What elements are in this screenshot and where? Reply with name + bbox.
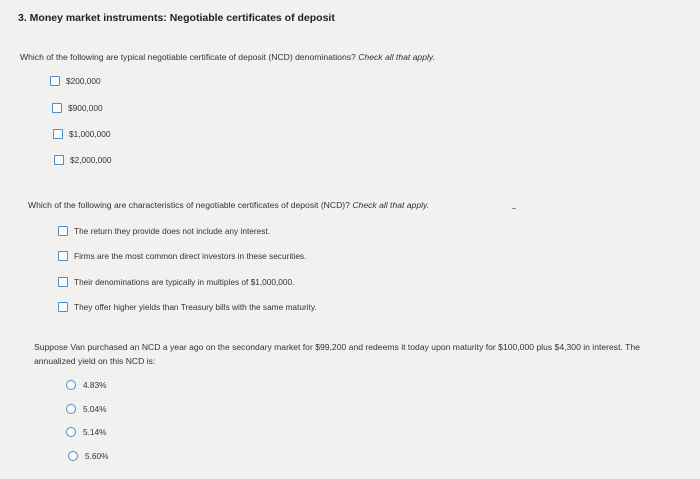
option-label: $1,000,000 [69,129,111,139]
q1-hint: Check all that apply. [358,52,435,62]
option-label: 5.60% [85,451,109,461]
option-label: 5.04% [83,404,107,414]
option-label: They offer higher yields than Treasury bills with the same maturity. [74,302,317,312]
option-label: Their denominations are typically in multiples of $1,000,000. [74,277,295,287]
q2-option-2[interactable] [58,251,306,261]
q3-option-3[interactable] [66,427,107,437]
option-label: $2,000,000 [70,155,112,165]
checkbox[interactable] [54,155,64,165]
q1-option-3[interactable] [53,129,111,139]
q1-option-1[interactable] [50,76,101,86]
q2-prompt [28,200,429,210]
checkbox[interactable] [58,302,68,312]
radio-button[interactable] [66,427,76,437]
radio-button[interactable] [66,404,76,414]
q2-option-3[interactable] [58,277,294,287]
question-title: 3. Money market instruments: Negotiable certificates of deposit [18,12,335,24]
checkbox[interactable] [52,103,62,113]
q2-option-1[interactable] [58,226,270,236]
checkbox[interactable] [50,76,60,86]
option-label: 5.14% [83,427,107,437]
q2-option-4[interactable] [58,302,317,312]
radio-button[interactable] [68,451,78,461]
checkbox[interactable] [58,226,68,236]
option-label: Firms are the most common direct investors in these securities. [74,251,307,261]
option-label: $200,000 [66,76,101,86]
divider-mark [512,208,516,209]
radio-button[interactable] [66,380,76,390]
q3-prompt: Suppose Van purchased an NCD a year ago on the secondary market for $99,200 and redeems it today upon maturity for $100,000 plus $4,300 in interest. The annualized yield on this NCD is: [34,342,640,366]
checkbox[interactable] [58,251,68,261]
q3-option-1[interactable] [66,380,107,390]
q1-option-4[interactable] [54,155,112,165]
q3-option-2[interactable] [66,404,107,414]
q3-option-4[interactable] [68,451,109,461]
q2-hint: Check all that apply. [352,200,430,210]
q1-text: Which of the following are typical negotiable certificate of deposit (NCD) denominations? [20,52,356,62]
q1-option-2[interactable] [52,103,103,113]
checkbox[interactable] [58,277,68,287]
option-label: 4.83% [83,380,107,390]
checkbox[interactable] [53,129,63,139]
option-label: The return they provide does not include any interest. [74,226,271,236]
q1-prompt [20,52,435,62]
option-label: $900,000 [68,103,103,113]
q2-text: Which of the following are characteristics of negotiable certificates of deposit (NCD)? [28,200,350,210]
